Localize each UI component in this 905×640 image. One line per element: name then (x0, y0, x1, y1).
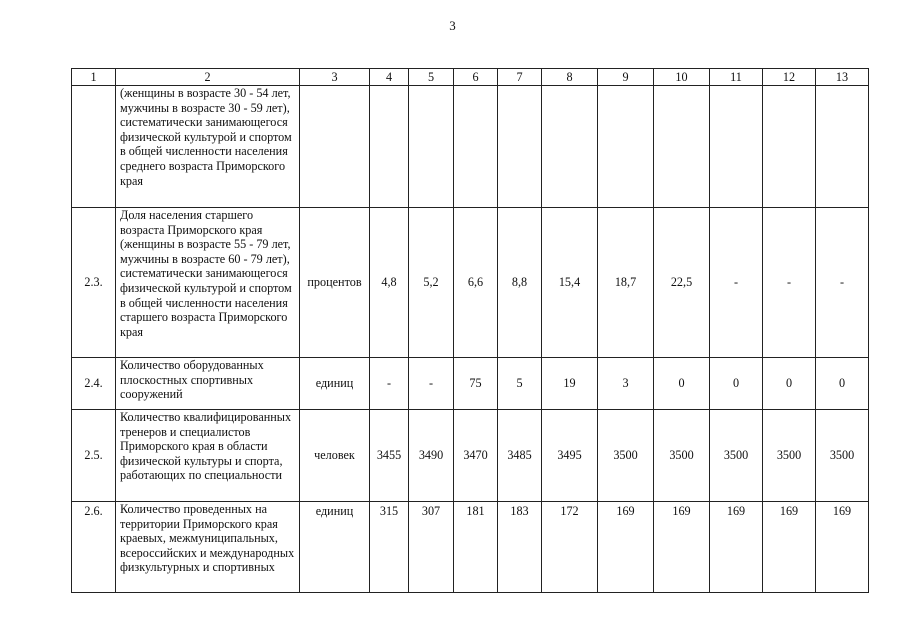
value-cell: - (370, 358, 409, 410)
value-cell: 15,4 (542, 208, 598, 358)
value-cell: 5 (498, 358, 542, 410)
value-cell (598, 86, 654, 208)
column-header: 4 (370, 69, 409, 86)
value-cell: 3500 (710, 410, 763, 502)
indicator-description: Количество квалифицированных тренеров и специалистов Приморского края в области физической культуры и спорта, работающих по специальности (116, 410, 300, 502)
unit-cell: единиц (300, 358, 370, 410)
value-cell (454, 86, 498, 208)
value-cell: 181 (454, 502, 498, 593)
value-cell: 3485 (498, 410, 542, 502)
column-header: 9 (598, 69, 654, 86)
indicator-description: Доля населения старшего возраста Приморского края (женщины в возрасте 55 - 79 лет, мужчины в возрасте 60 - 79 лет), систематически занимающегося физической культурой и спортом в общей численности населения старшего возраста Приморского края (116, 208, 300, 358)
column-header: 12 (763, 69, 816, 86)
value-cell (542, 86, 598, 208)
value-cell: 3455 (370, 410, 409, 502)
value-cell (654, 86, 710, 208)
column-header: 13 (816, 69, 869, 86)
column-header-row (72, 69, 869, 86)
column-header: 3 (300, 69, 370, 86)
column-header: 8 (542, 69, 598, 86)
value-cell: 8,8 (498, 208, 542, 358)
indicator-description: (женщины в возрасте 30 - 54 лет, мужчины в возрасте 30 - 59 лет), систематически занимающегося физической культурой и спортом в общей численности населения среднего возраста Приморского края (116, 86, 300, 208)
column-header: 10 (654, 69, 710, 86)
table-row (72, 208, 869, 358)
value-cell: - (409, 358, 454, 410)
value-cell: 169 (763, 502, 816, 593)
table-row (72, 502, 869, 593)
value-cell (816, 86, 869, 208)
value-cell: 0 (654, 358, 710, 410)
value-cell: 307 (409, 502, 454, 593)
row-number (72, 86, 116, 208)
value-cell: 0 (710, 358, 763, 410)
value-cell: 3470 (454, 410, 498, 502)
value-cell: 169 (816, 502, 869, 593)
unit-cell: человек (300, 410, 370, 502)
unit-cell: единиц (300, 502, 370, 593)
unit-cell: процентов (300, 208, 370, 358)
row-number: 2.6. (72, 502, 116, 593)
value-cell (763, 86, 816, 208)
indicator-description: Количество проведенных на территории Приморского края краевых, межмуниципальных, всероссийских и международных физкультурных и спортивных (116, 502, 300, 593)
value-cell: 22,5 (654, 208, 710, 358)
column-header: 11 (710, 69, 763, 86)
value-cell: 19 (542, 358, 598, 410)
value-cell: 3500 (763, 410, 816, 502)
table-row (72, 410, 869, 502)
value-cell: 3490 (409, 410, 454, 502)
value-cell: 169 (598, 502, 654, 593)
row-number: 2.3. (72, 208, 116, 358)
column-header: 1 (72, 69, 116, 86)
row-number: 2.5. (72, 410, 116, 502)
value-cell: 5,2 (409, 208, 454, 358)
value-cell (409, 86, 454, 208)
value-cell: - (816, 208, 869, 358)
table-row (72, 86, 869, 208)
table-row (72, 358, 869, 410)
value-cell: 0 (763, 358, 816, 410)
value-cell: - (710, 208, 763, 358)
value-cell: 169 (710, 502, 763, 593)
value-cell (370, 86, 409, 208)
value-cell: 315 (370, 502, 409, 593)
unit-cell (300, 86, 370, 208)
indicators-table (71, 68, 869, 593)
value-cell: 6,6 (454, 208, 498, 358)
value-cell: 172 (542, 502, 598, 593)
value-cell (710, 86, 763, 208)
column-header: 5 (409, 69, 454, 86)
value-cell: 3495 (542, 410, 598, 502)
value-cell: 169 (654, 502, 710, 593)
column-header: 6 (454, 69, 498, 86)
column-header: 2 (116, 69, 300, 86)
row-number: 2.4. (72, 358, 116, 410)
value-cell: 3500 (598, 410, 654, 502)
value-cell: 3 (598, 358, 654, 410)
column-header: 7 (498, 69, 542, 86)
value-cell: 3500 (816, 410, 869, 502)
value-cell: 75 (454, 358, 498, 410)
value-cell: 0 (816, 358, 869, 410)
page-number: 3 (449, 18, 456, 33)
value-cell: 3500 (654, 410, 710, 502)
value-cell: 18,7 (598, 208, 654, 358)
value-cell: 183 (498, 502, 542, 593)
value-cell: 4,8 (370, 208, 409, 358)
value-cell: - (763, 208, 816, 358)
indicator-description: Количество оборудованных плоскостных спортивных сооружений (116, 358, 300, 410)
value-cell (498, 86, 542, 208)
